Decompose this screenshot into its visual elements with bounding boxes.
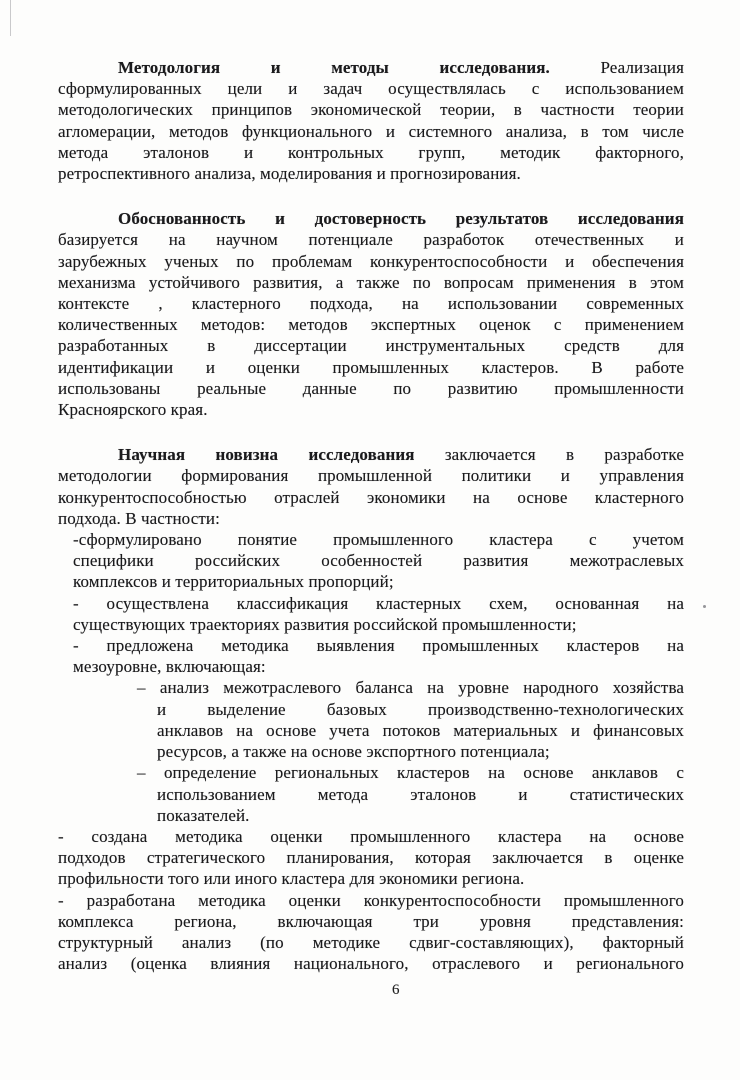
text-segment: идентификации и оценки промышленных кластеров. В работе (58, 357, 684, 377)
text-segment: мезоуровне, включающая: (73, 657, 266, 677)
text-segment: специфики российских особенностей развития межотраслевых (73, 551, 684, 571)
bold-text-segment: Научная новизна исследования (118, 445, 415, 465)
text-segment: анализ (оценка влияния национального, отраслевого и регионального (58, 954, 684, 974)
text-segment: комплекса региона, включающая три уровня представления: (58, 911, 684, 931)
text-line (58, 314, 684, 335)
text-line (58, 444, 684, 465)
paragraph-novelty (58, 444, 684, 529)
bold-text-segment: Обоснованность и достоверность результатов исследования (118, 209, 684, 229)
text-line (58, 357, 684, 378)
text-line (58, 293, 684, 314)
text-line (58, 656, 684, 677)
text-line (58, 208, 684, 229)
text-segment: использованы реальные данные по развитию промышленности (58, 378, 684, 398)
text-segment: – анализ межотраслевого баланса на уровне народного хозяйства (137, 678, 684, 698)
text-segment: заключается в разработке (414, 445, 684, 465)
text-segment: - создана методика оценки промышленного кластера на основе (58, 826, 684, 846)
text-segment: количественных методов: методов экспертных оценок с применением (58, 315, 684, 335)
text-line (58, 399, 684, 420)
text-line (58, 229, 684, 250)
text-segment: конкурентоспособностью отраслей экономики на основе кластерного (58, 487, 684, 507)
text-segment: показателей. (157, 805, 250, 825)
paragraph-validity (58, 208, 684, 420)
sub-item-interindustry-analysis (58, 677, 684, 762)
text-line (58, 550, 684, 571)
text-line (58, 826, 684, 847)
text-segment: - разработана методика оценки конкурентоспособности промышленного (58, 890, 684, 910)
list-item-evaluation-method (58, 826, 684, 890)
text-segment: - предложена методика выявления промышленных кластеров на (73, 636, 684, 656)
text-line (58, 163, 684, 184)
text-segment: методологии формирования промышленной политики и управления (58, 466, 684, 486)
text-line (58, 635, 684, 656)
list-item-classification (58, 593, 684, 635)
text-segment: ресурсов, а также на основе экспортного потенциала; (157, 742, 550, 762)
text-line (58, 805, 684, 826)
text-line (58, 465, 684, 486)
text-line (58, 953, 684, 974)
text-line (58, 911, 684, 932)
text-segment: сформулированных цели и задач осуществлялась с использованием (58, 79, 684, 99)
text-segment: комплексов и территориальных пропорций; (73, 572, 394, 592)
text-segment: ретроспективного анализа, моделирования и прогнозирования. (58, 164, 521, 184)
text-segment: методологических принципов экономической теории, в частности теории (58, 100, 684, 120)
paragraph-methodology (58, 57, 684, 184)
text-segment: метода эталонов и контрольных групп, методик факторного, (58, 142, 684, 162)
text-line (58, 508, 684, 529)
text-line (58, 932, 684, 953)
text-line (58, 529, 684, 550)
text-segment: существующих траекториях развития российской промышленности; (73, 614, 577, 634)
text-line (58, 593, 684, 614)
text-line (58, 890, 684, 911)
text-segment: базируется на научном потенциале разработок отечественных и (58, 230, 684, 250)
page-number: 6 (392, 982, 400, 998)
text-segment: агломерации, методов функционального и системного анализа, в том числе (58, 121, 684, 141)
text-line (58, 699, 684, 720)
list-item-competitiveness-method (58, 890, 684, 975)
scan-artifact-speck (703, 605, 706, 608)
scan-artifact-line (10, 0, 11, 36)
text-line (58, 720, 684, 741)
text-segment: - осуществлена классификация кластерных схем, основанная на (73, 593, 684, 613)
text-segment: и выделение базовых производственно-технологических (157, 699, 684, 719)
text-line (58, 741, 684, 762)
text-line (58, 99, 684, 120)
text-line (58, 571, 684, 592)
text-line (58, 335, 684, 356)
sub-item-regional-clusters (58, 762, 684, 826)
text-line (58, 121, 684, 142)
text-line (58, 847, 684, 868)
page-text-content (58, 57, 684, 974)
text-segment: Красноярского края. (58, 400, 208, 420)
text-line (58, 677, 684, 698)
text-segment: -сформулировано понятие промышленного кластера с учетом (73, 530, 684, 550)
bold-text-segment: Методология и методы исследования. (118, 58, 550, 77)
text-line (58, 57, 684, 78)
text-line (58, 614, 684, 635)
text-segment: структурный анализ (по методике сдвиг-составляющих), факторный (58, 932, 684, 952)
text-line (58, 487, 684, 508)
text-line (58, 142, 684, 163)
text-segment: подхода. В частности: (58, 508, 220, 528)
text-line (58, 868, 684, 889)
text-segment: Реализация (549, 58, 684, 77)
text-segment: разработанных в диссертации инструментальных средств для (58, 336, 684, 356)
text-segment: использованием метода эталонов и статистических (157, 784, 684, 804)
text-line (58, 78, 684, 99)
text-segment: – определение региональных кластеров на основе анклавов с (137, 763, 684, 783)
text-line (58, 378, 684, 399)
text-line (58, 251, 684, 272)
text-segment: профильности того или иного кластера для экономики региона. (58, 869, 525, 889)
text-line (58, 762, 684, 783)
list-item-identification-method (58, 635, 684, 677)
text-segment: контексте , кластерного подхода, на использовании современных (58, 294, 684, 314)
text-segment: зарубежных ученых по проблемам конкурентоспособности и обеспечения (58, 251, 684, 271)
list-item-cluster-definition (58, 529, 684, 593)
text-line (58, 272, 684, 293)
text-segment: механизма устойчивого развития, а также по вопросам применения в этом (58, 272, 684, 292)
text-line (58, 784, 684, 805)
text-segment: анклавов на основе учета потоков материальных и финансовых (157, 720, 684, 740)
text-segment: подходов стратегического планирования, которая заключается в оценке (58, 848, 684, 868)
